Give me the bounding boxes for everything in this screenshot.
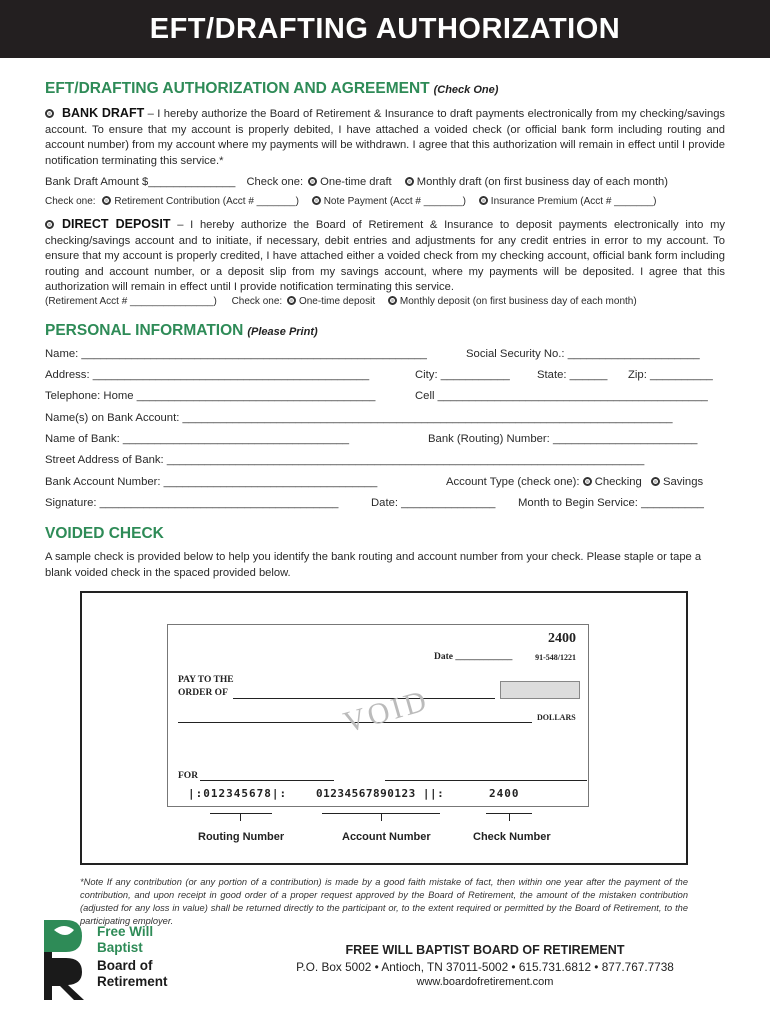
savings-radio[interactable]	[651, 477, 660, 486]
logo-line-4: Retirement	[97, 974, 168, 989]
name-field[interactable]: Name: _______________________________________________________	[45, 348, 427, 360]
note-payment-label: Note Payment (Acct # _______)	[323, 196, 467, 207]
one-time-deposit-radio[interactable]	[287, 296, 296, 305]
agreement-heading-note: (Check One)	[433, 84, 499, 96]
voided-check-instructions: A sample check is provided below to help you identify the bank routing and account number from your check. Please staple or tape a blank voided check in the spaced provided below.	[45, 551, 702, 579]
note-payment-radio[interactable]	[312, 196, 321, 205]
monthly-deposit-label: Monthly deposit (on first business day of each month)	[399, 296, 637, 307]
micr-routing: |:012345678|:	[188, 787, 288, 800]
agreement-heading: EFT/DRAFTING AUTHORIZATION AND AGREEMENT (Check One)	[45, 80, 499, 97]
sample-check	[167, 624, 589, 807]
names-on-account-field[interactable]: Name(s) on Bank Account: ______________________________________________________________________________	[45, 412, 673, 424]
footer-address: P.O. Box 5002 • Antioch, TN 37011-5002 • 615.731.6812 • 877.767.7738	[296, 960, 674, 974]
monthly-draft-label: Monthly draft (on first business day of each month)	[416, 176, 668, 188]
micr-account: 01234567890123 ||:	[316, 787, 445, 800]
one-time-deposit-label: One-time deposit	[298, 296, 376, 307]
monthly-draft-radio[interactable]	[405, 177, 414, 186]
account-number-field[interactable]: Bank Account Number: __________________________________	[45, 476, 378, 488]
logo-line-3: Board of	[97, 958, 153, 973]
micr-check: 2400	[489, 787, 520, 800]
routing-number-label: Routing Number	[198, 831, 285, 843]
memo-line	[200, 780, 334, 781]
address-field[interactable]: Address: ____________________________________________	[45, 369, 370, 381]
logo	[44, 918, 184, 1002]
state-field[interactable]: State: ______	[537, 369, 608, 381]
check-callout-tick	[509, 813, 510, 821]
bank-draft-paragraph	[45, 106, 725, 169]
account-type-group	[446, 476, 703, 488]
check-fraction: 91-548/1221	[535, 653, 576, 662]
one-time-draft-radio[interactable]	[308, 177, 317, 186]
check-number-label: Check Number	[473, 831, 551, 843]
routing-callout-tick	[240, 813, 241, 821]
direct-deposit-radio[interactable]	[45, 220, 54, 229]
pay-to-label: PAY TO THE	[178, 675, 234, 685]
routing-callout-line	[210, 813, 272, 814]
check-one-label-3: Check one:	[231, 296, 283, 307]
payee-line	[233, 698, 495, 699]
account-callout-tick	[381, 813, 382, 821]
page-title: EFT/DRAFTING AUTHORIZATION	[149, 13, 621, 45]
personal-heading: PERSONAL INFORMATION (Please Print)	[45, 322, 318, 339]
account-type-options	[45, 196, 725, 207]
month-begin-field[interactable]: Month to Begin Service: __________	[518, 497, 704, 509]
amount-box	[500, 681, 580, 699]
footer-website[interactable]: www.boardofretirement.com	[416, 976, 554, 988]
retirement-contribution-radio[interactable]	[102, 196, 111, 205]
monthly-deposit-radio[interactable]	[388, 296, 397, 305]
logo-text-green	[97, 924, 153, 956]
direct-deposit-label: DIRECT DEPOSIT	[62, 217, 171, 231]
telephone-field[interactable]: Telephone: Home ______________________________________	[45, 390, 376, 402]
retirement-contribution-label: Retirement Contribution (Acct # _______)	[114, 196, 299, 207]
account-number-label: Account Number	[342, 831, 431, 843]
logo-text-dark	[97, 958, 168, 990]
draft-amount-field[interactable]: Bank Draft Amount $______________	[45, 176, 236, 188]
direct-deposit-text: – I hereby authorize the Board of Retirement & Insurance to deposit payments electronically into my checking/savings account and to initiate, if necessary, debit entries and adjustments for any credit entries in error to my account. To ensure that my account is properly credited, I have attached either a voided check from my checking account, official bank form including routing and account number, or a deposit slip from my savings account, where my payments will be deposited. I agree that this authorization will remain in effect until I provide notification terminating this service.	[45, 219, 725, 294]
footer-org: FREE WILL BAPTIST BOARD OF RETIREMENT	[345, 943, 625, 957]
checking-label: Checking	[594, 476, 642, 488]
checking-radio[interactable]	[583, 477, 592, 486]
void-watermark: VOID	[339, 683, 433, 740]
signature-field[interactable]: Signature: ______________________________________	[45, 497, 339, 509]
logo-line-2: Baptist	[97, 940, 143, 955]
voided-check-heading: VOIDED CHECK	[45, 525, 164, 542]
bank-draft-options	[45, 176, 725, 188]
bank-name-field[interactable]: Name of Bank: ____________________________________	[45, 433, 350, 445]
check-date: Date ____________	[434, 652, 513, 662]
page-header	[0, 0, 770, 58]
savings-label: Savings	[662, 476, 704, 488]
routing-number-field[interactable]: Bank (Routing) Number: _______________________	[428, 433, 698, 445]
bank-draft-label: BANK DRAFT	[62, 106, 145, 120]
account-type-label: Account Type (check one):	[446, 476, 580, 488]
zip-field[interactable]: Zip: __________	[628, 369, 713, 381]
insurance-premium-radio[interactable]	[479, 196, 488, 205]
bank-street-address-field[interactable]: Street Address of Bank: ____________________________________________________________________________	[45, 454, 645, 466]
city-field[interactable]: City: ___________	[415, 369, 510, 381]
direct-deposit-options	[45, 296, 725, 307]
one-time-draft-label: One-time draft	[320, 176, 392, 188]
date-field[interactable]: Date: _______________	[371, 497, 496, 509]
bank-draft-text: – I hereby authorize the Board of Retirement & Insurance to draft payments electronically from my checking/savings account. To ensure that my account is properly debited, I have attached a voided check (or official bank form including routing and account number) from my account where my payments will be withdrawn. I agree that this authorization will remain in effect until I provide notification terminating this service.*	[45, 108, 726, 167]
retirement-acct-field[interactable]: (Retirement Acct # _______________)	[45, 296, 217, 307]
for-label: FOR	[178, 771, 199, 781]
ssn-field[interactable]: Social Security No.: _____________________	[466, 348, 700, 360]
check-one-label-2: Check one:	[45, 196, 96, 207]
check-number: 2400	[548, 631, 576, 646]
direct-deposit-paragraph	[45, 217, 725, 296]
cell-field[interactable]: Cell ___________________________________________	[415, 390, 708, 402]
personal-heading-note: (Please Print)	[247, 326, 318, 338]
logo-line-1: Free Will	[97, 924, 154, 939]
logo-mark	[44, 918, 94, 1002]
signature-line	[385, 780, 587, 781]
contribution-note: *Note If any contribution (or any portion of a contribution) is made by a good faith mistake of fact, then within one year after the payment of the contribution, and upon receipt in good order of a proper request approved by the Board of Retirement, the amount of the mistaken contribution (adjusted for any loss in value) shall be returned directly to the participant or, to the extent required or permitted by the Board of Retirement, to the participating employer.	[80, 877, 688, 926]
dollars-label: DOLLARS	[537, 713, 576, 722]
insurance-premium-label: Insurance Premium (Acct # _______)	[490, 196, 657, 207]
bank-draft-radio[interactable]	[45, 109, 54, 118]
order-of-label: ORDER OF	[178, 688, 228, 698]
check-one-label: Check one:	[246, 176, 304, 188]
